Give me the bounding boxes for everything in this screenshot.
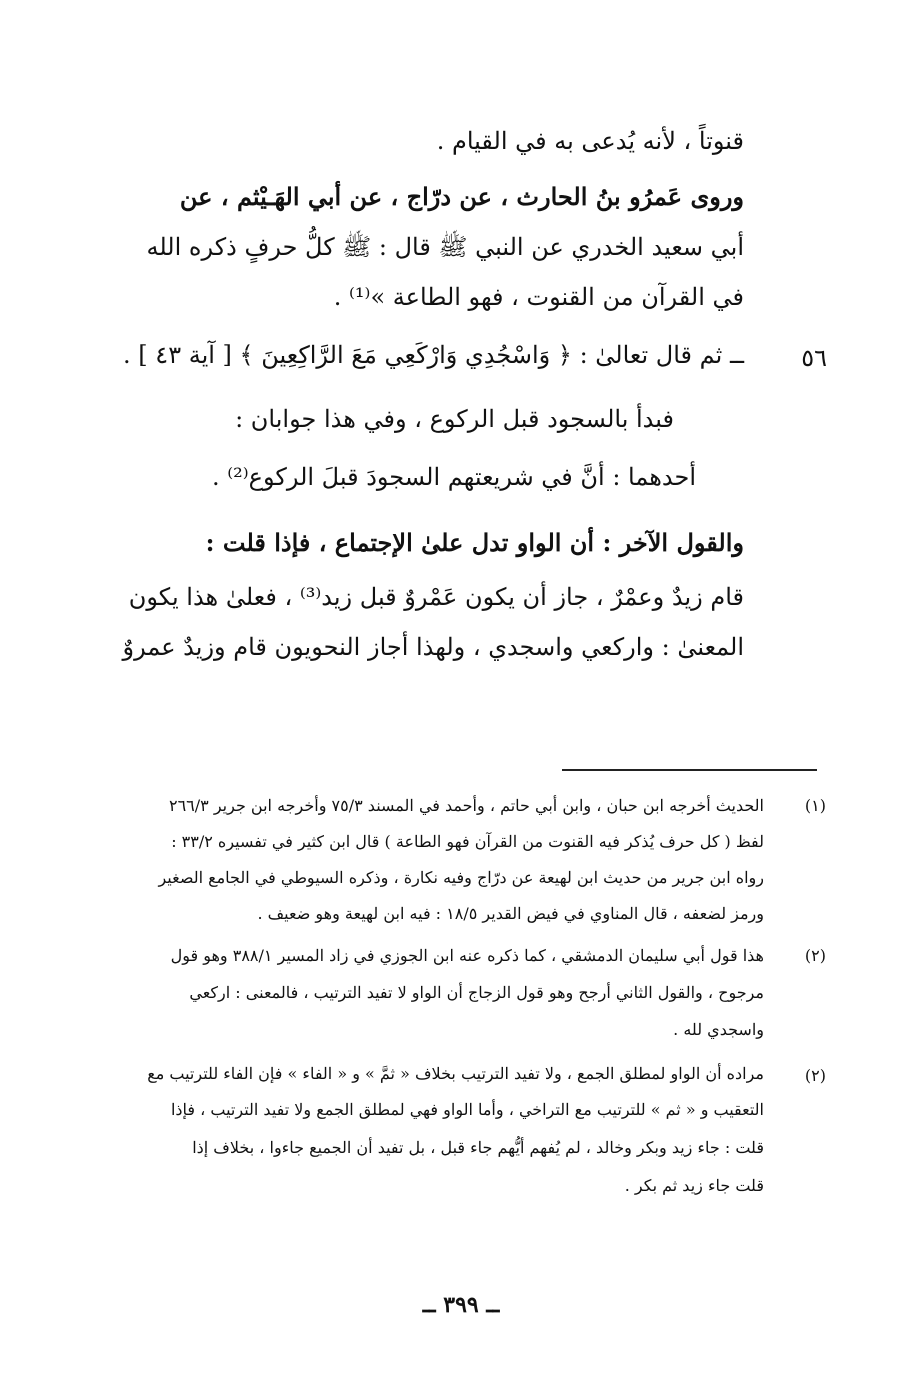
body-p5-line-2: قام زيدٌ وعمْرٌ ، جاز أن يكون عَمْروٌ قبل زيد⁽³⁾ ، فعلىٰ هذا يكون [128,583,744,611]
footnote-2-number: (٢) [804,946,826,965]
body-line-1: قنوتاً ، لأنه يُدعى به في القيام . [436,127,744,155]
body-p5-line-1: والقول الآخر : أن الواو تدل علىٰ الإجتماع ، فإذا قلت : [205,528,744,557]
item-text: ــ ثم قال تعالىٰ : ﴿ وَاسْجُدِي وَارْكَعِي مَعَ الرَّاكِعِينَ ﴾ [ آية ٤٣ ] . [123,341,744,369]
body-p2-line-2: أبي سعيد الخدري عن النبي ﷺ قال : ﷺ كلُّ حرفٍ ذكره الله [146,233,744,261]
footnote-3-line-4: قلت جاء زيد ثم بكر . [624,1176,764,1195]
footnote-2-line-3: واسجدي لله . [673,1020,764,1039]
page-number: ــ ٣٩٩ ــ [422,1292,500,1318]
footnote-1-line-3: رواه ابن جرير من حديث ابن لهيعة عن درّاج وفيه نكارة ، وذكره السيوطي في الجامع الصغير [158,868,764,887]
footnote-3-line-2: التعقيب و « ثم » للترتيب مع التراخي ، وأما الواو فهي لمطلق الجمع ولا تفيد الترتيب ، فإذا [170,1100,764,1119]
footnote-1-number: (١) [804,796,826,815]
item-number: ٥٦ [801,344,827,372]
footnote-3-line-3: قلت : جاء زيد وبكر وخالد ، لم يُفهم أيُّهم جاء قبل ، بل تفيد أن الجميع جاءوا ، بخلاف إذا [192,1138,764,1157]
body-p4: أحدهما : أنَّ في شريعتهم السجودَ قبلَ الركوع⁽²⁾ . [212,463,696,491]
footnote-divider [562,769,817,771]
footnote-1-line-2: لفظ ( كل حرف يُذكر فيه القنوت من القرآن فهو الطاعة ) قال ابن كثير في تفسيره ٣٣/٢ : [171,832,764,851]
footnote-3-line-1: مراده أن الواو لمطلق الجمع ، ولا تفيد الترتيب بخلاف « ثمَّ » و « الفاء » فإن الفاء للترتيب مع [147,1064,764,1083]
footnote-2-line-1: هذا قول أبي سليمان الدمشقي ، كما ذكره عنه ابن الجوزي في زاد المسير ٣٨٨/١ وهو قول [170,946,764,965]
body-p3: فبدأ بالسجود قبل الركوع ، وفي هذا جوابان : [235,405,674,433]
body-p2-line-3: في القرآن من القنوت ، فهو الطاعة »⁽¹⁾ . [333,283,744,311]
footnote-2-line-2: مرجوح ، والقول الثاني أرجح وهو قول الزجاج أن الواو لا تفيد الترتيب ، فالمعنى : اركعي [189,983,764,1002]
body-p2-line-1: وروى عَمرُو بنُ الحارث ، عن درّاج ، عن أبي الهَـيْثم ، عن [179,182,744,211]
footnote-1-line-4: ورمز لضعفه ، قال المناوي في فيض القدير ١٨/٥ : فيه ابن لهيعة وهو ضعيف . [257,904,764,923]
body-p5-line-3: المعنىٰ : واركعي واسجدي ، ولهذا أجاز النحويون قام وزيدٌ عمروٌ [122,633,744,661]
footnote-3-number: (٢) [804,1066,826,1085]
footnote-1-line-1: الحديث أخرجه ابن حبان ، وابن أبي حاتم ، وأحمد في المسند ٧٥/٣ وأخرجه ابن جرير ٢٦٦/٣ [168,796,764,815]
